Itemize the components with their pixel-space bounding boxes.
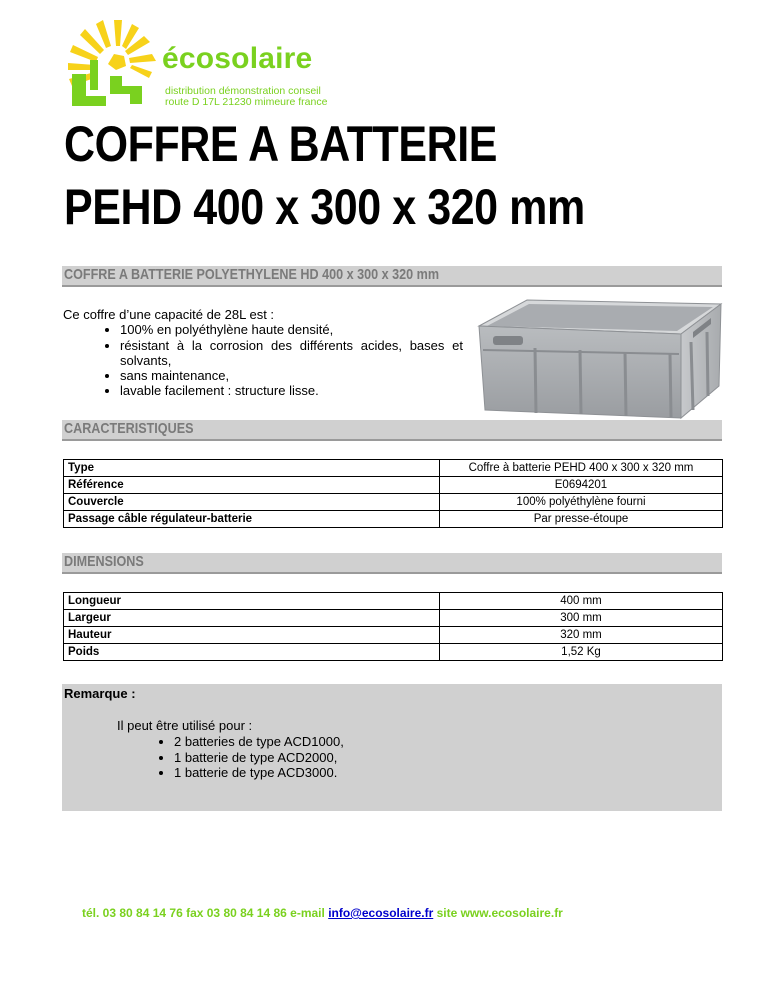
list-item: • 2 batteries de type ACD1000, bbox=[174, 734, 344, 750]
battery-crate-image bbox=[475, 292, 725, 422]
brand-address: route D 17L 21230 mimeure france bbox=[165, 96, 328, 108]
dimension-value: 320 mm bbox=[440, 627, 723, 644]
footer-contact-text: tél. 03 80 84 14 76 fax 03 80 84 14 86 e-mail bbox=[82, 906, 329, 920]
table-row bbox=[64, 627, 723, 644]
section-header-specs-label: CARACTERISTIQUES bbox=[64, 420, 194, 437]
list-item: • 1 batterie de type ACD2000, bbox=[174, 750, 344, 766]
section-header-intro-label: COFFRE A BATTERIE POLYETHYLENE HD 400 x 300 x 320 mm bbox=[64, 266, 440, 283]
ecosolaire-logo-icon bbox=[66, 20, 166, 110]
spec-key: Passage câble régulateur-batterie bbox=[64, 511, 440, 528]
remark-box bbox=[62, 684, 722, 811]
dimension-value: 400 mm bbox=[440, 593, 723, 610]
spec-value: Par presse-étoupe bbox=[440, 511, 723, 528]
brand-tagline: distribution démonstration conseil bbox=[165, 85, 321, 97]
dimension-key: Longueur bbox=[64, 593, 440, 610]
list-item: • sans maintenance, bbox=[120, 368, 463, 383]
footer-contact bbox=[82, 906, 563, 920]
section-header-dimensions-label: DIMENSIONS bbox=[64, 553, 144, 570]
spec-key: Couvercle bbox=[64, 494, 440, 511]
list-item: • lavable facilement : structure lisse. bbox=[120, 383, 463, 398]
table-row bbox=[64, 460, 723, 477]
page-title-line2: PEHD 400 x 300 x 320 mm bbox=[64, 179, 585, 235]
spec-key: Référence bbox=[64, 477, 440, 494]
dimension-value: 300 mm bbox=[440, 610, 723, 627]
dimension-value: 1,52 Kg bbox=[440, 644, 723, 661]
intro-text bbox=[63, 307, 463, 399]
remark-intro: Il peut être utilisé pour : bbox=[117, 718, 253, 733]
dimension-key: Largeur bbox=[64, 610, 440, 627]
spec-value: E0694201 bbox=[440, 477, 723, 494]
brand-name: écosolaire bbox=[162, 42, 313, 75]
section-header-specs bbox=[62, 420, 722, 441]
spec-value: Coffre à batterie PEHD 400 x 300 x 320 mm bbox=[440, 460, 723, 477]
remark-list bbox=[117, 734, 344, 781]
remark-title: Remarque : bbox=[64, 686, 136, 701]
table-row bbox=[64, 477, 723, 494]
table-row bbox=[64, 494, 723, 511]
dimension-key: Hauteur bbox=[64, 627, 440, 644]
spec-key: Type bbox=[64, 460, 440, 477]
email-link[interactable]: info@ecosolaire.fr bbox=[328, 906, 434, 920]
table-row bbox=[64, 511, 723, 528]
specs-table bbox=[63, 459, 723, 528]
intro-list bbox=[63, 322, 463, 398]
spec-value: 100% polyéthylène fourni bbox=[440, 494, 723, 511]
footer-site-text: site www.ecosolaire.fr bbox=[433, 906, 563, 920]
list-item: • résistant à la corrosion des différents acides, bases et solvants, bbox=[120, 338, 463, 369]
intro-lead: Ce coffre d’une capacité de 28L est : bbox=[63, 307, 275, 322]
dimension-key: Poids bbox=[64, 644, 440, 661]
list-item: • 100% en polyéthylène haute densité, bbox=[120, 322, 463, 337]
section-header-dimensions bbox=[62, 553, 722, 574]
page-title-line1: COFFRE A BATTERIE bbox=[64, 116, 498, 172]
list-item: • 1 batterie de type ACD3000. bbox=[174, 765, 344, 781]
table-row bbox=[64, 644, 723, 661]
table-row bbox=[64, 593, 723, 610]
dimensions-table bbox=[63, 592, 723, 661]
table-row bbox=[64, 610, 723, 627]
section-header-intro bbox=[62, 266, 722, 287]
